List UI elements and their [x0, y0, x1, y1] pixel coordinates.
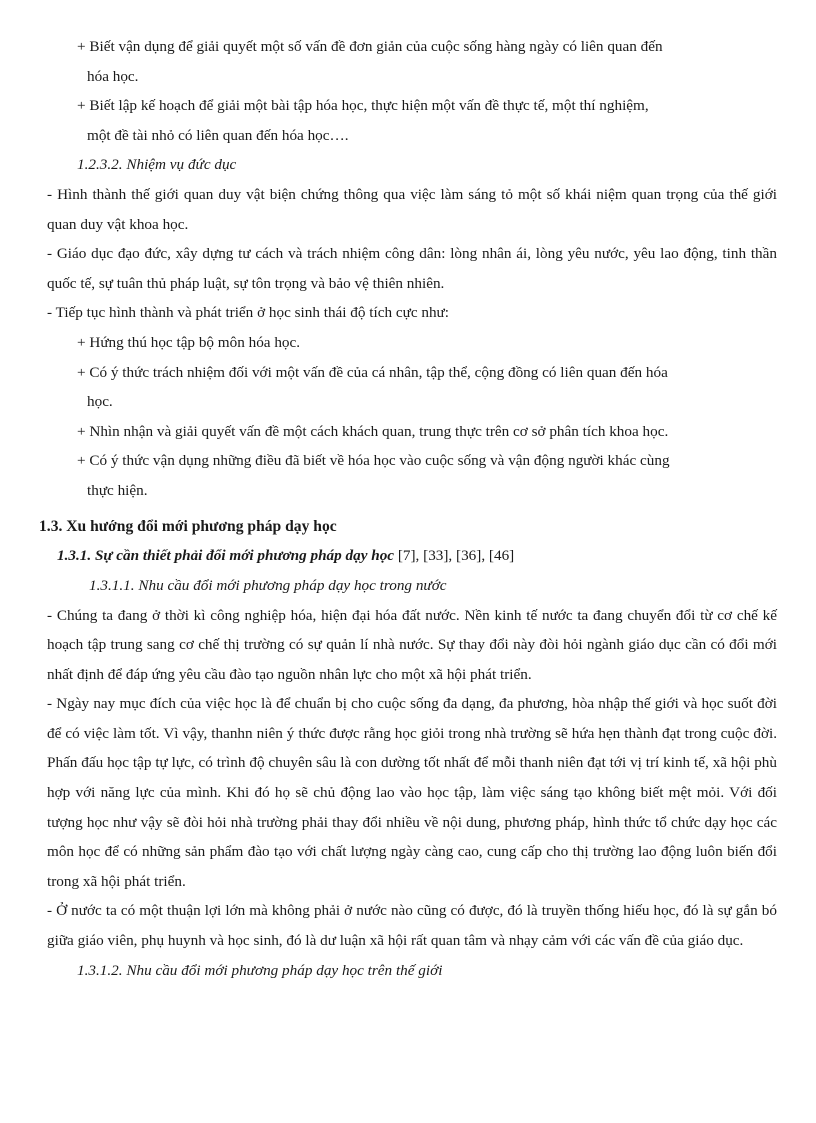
heading-1-3-1-2: 1.3.1.2. Nhu cầu đổi mới phương pháp dạy học trên thế giới	[77, 961, 443, 979]
bullet-plan-exercise	[39, 91, 777, 150]
paragraph-industrialization: - Chúng ta đang ở thời kì công nghiệp hóa, hiện đại hóa đất nước. Nền kinh tế nước ta đang chuyển đổi từ cơ chế kế hoạch tập trung sang cơ chế thị trường có sự quản lí nhà nước. Sự thay đổi này đòi hỏi ngành giáo dục cần có đổi mới nhất định để đáp ứng yêu cầu đào tạo nguồn nhân lực cho một xã hội phát triển.	[47, 606, 777, 683]
bullet-line-continued: thực hiện.	[87, 481, 148, 499]
document-page	[39, 32, 777, 985]
paragraph-tradition: - Ở nước ta có một thuận lợi lớn mà không phải ở nước nào cũng có được, đó là truyền thống hiếu học, đó là sự gắn bó giữa giáo viên, phụ huynh và học sinh, đó là dư luận xã hội rất quan tâm và nhạy cảm với các vấn đề của giáo dục.	[47, 902, 777, 950]
attitude-item-apply	[39, 446, 777, 505]
heading-1-3-1	[39, 542, 777, 570]
bullet-line: + Hứng thú học tập bộ môn hóa học.	[77, 333, 301, 351]
paragraph-purpose-of-learning: - Ngày nay mục đích của việc học là để chuẩn bị cho cuộc sống đa dạng, đa phương, hòa nhập thế giới và học suốt đời để có việc làm tốt. Vì vậy, thanhn niên ý thức được rằng học giỏi trong nhà trường sẽ hứa hẹn thành đạt trong cuộc đời. Phấn đấu học tập tự lực, có trình độ chuyên sâu là con dường tốt nhất để mỗi thanh niên đạt tới vị trí kinh tế, xã hội phù hợp với năng lực của mình. Khi đó họ sẽ chủ động lao vào học tập, làm việc sáng tạo không biết mệt mỏi. Với đối tượng học như vậy sẽ đòi hỏi nhà trường phải thay đổi nhiều về nội dung, phương pháp, hình thức tổ chức dạy học các môn học để có những sản phẩm đào tạo với chất lượng ngày càng cao, cung cấp cho thị trường lao động luôn biến đổi trong xã hội phát triển.	[47, 695, 777, 890]
bullet-line: + Có ý thức trách nhiệm đối với một vấn đề của cá nhân, tập thể, cộng đồng có liên quan đến hóa	[77, 363, 668, 381]
paragraph-ethics: - Giáo dục đạo đức, xây dựng tư cách và trách nhiệm công dân: lòng nhân ái, lòng yêu nước, yêu lao động, tinh thần quốc tế, sự tuân thủ pháp luật, sự tôn trọng và bảo vệ thiên nhiên.	[47, 245, 777, 292]
attitude-item-interest	[39, 328, 777, 358]
bullet-line-continued: hóa học.	[87, 67, 139, 85]
bullet-line: + Biết lập kế hoạch để giải một bài tập hóa học, thực hiện một vấn đề thực tế, một thí nghiệm,	[77, 97, 649, 115]
heading-1-3-1-1: 1.3.1.1. Nhu cầu đổi mới phương pháp dạy học trong nước	[89, 576, 447, 594]
heading-1-2-3-2: 1.2.3.2. Nhiệm vụ đức dục	[77, 156, 237, 174]
heading-1-3-1-refs: [7], [33], [36], [46]	[394, 546, 515, 564]
heading-1-3-1-title: 1.3.1. Sự cần thiết phải đổi mới phương pháp dạy học	[57, 546, 395, 564]
attitude-item-responsibility	[39, 358, 777, 417]
bullet-line: + Biết vận dụng để giải quyết một số vấn đề đơn giản của cuộc sống hàng ngày có liên quan đến	[77, 38, 663, 55]
bullet-line: + Có ý thức vận dụng những điều đã biết về hóa học vào cuộc sống và vận động người khác cùng	[77, 452, 670, 470]
attitude-item-objective	[39, 417, 777, 447]
bullet-line-continued: học.	[87, 393, 113, 411]
bullet-apply-knowledge	[39, 32, 777, 91]
bullet-line: + Nhìn nhận và giải quyết vấn đề một cách khách quan, trung thực trên cơ sở phân tích khoa học.	[77, 422, 669, 440]
paragraph-worldview: - Hình thành thế giới quan duy vật biện chứng thông qua việc làm sáng tỏ một số khái niệm quan trọng của thế giới quan duy vật khoa học.	[47, 185, 777, 233]
paragraph-attitude: - Tiếp tục hình thành và phát triển ở học sinh thái độ tích cực như:	[47, 304, 450, 322]
bullet-line-continued: một đề tài nhỏ có liên quan đến hóa học….	[87, 126, 349, 144]
heading-1-3: 1.3. Xu hướng đổi mới phương pháp dạy học	[39, 517, 337, 535]
